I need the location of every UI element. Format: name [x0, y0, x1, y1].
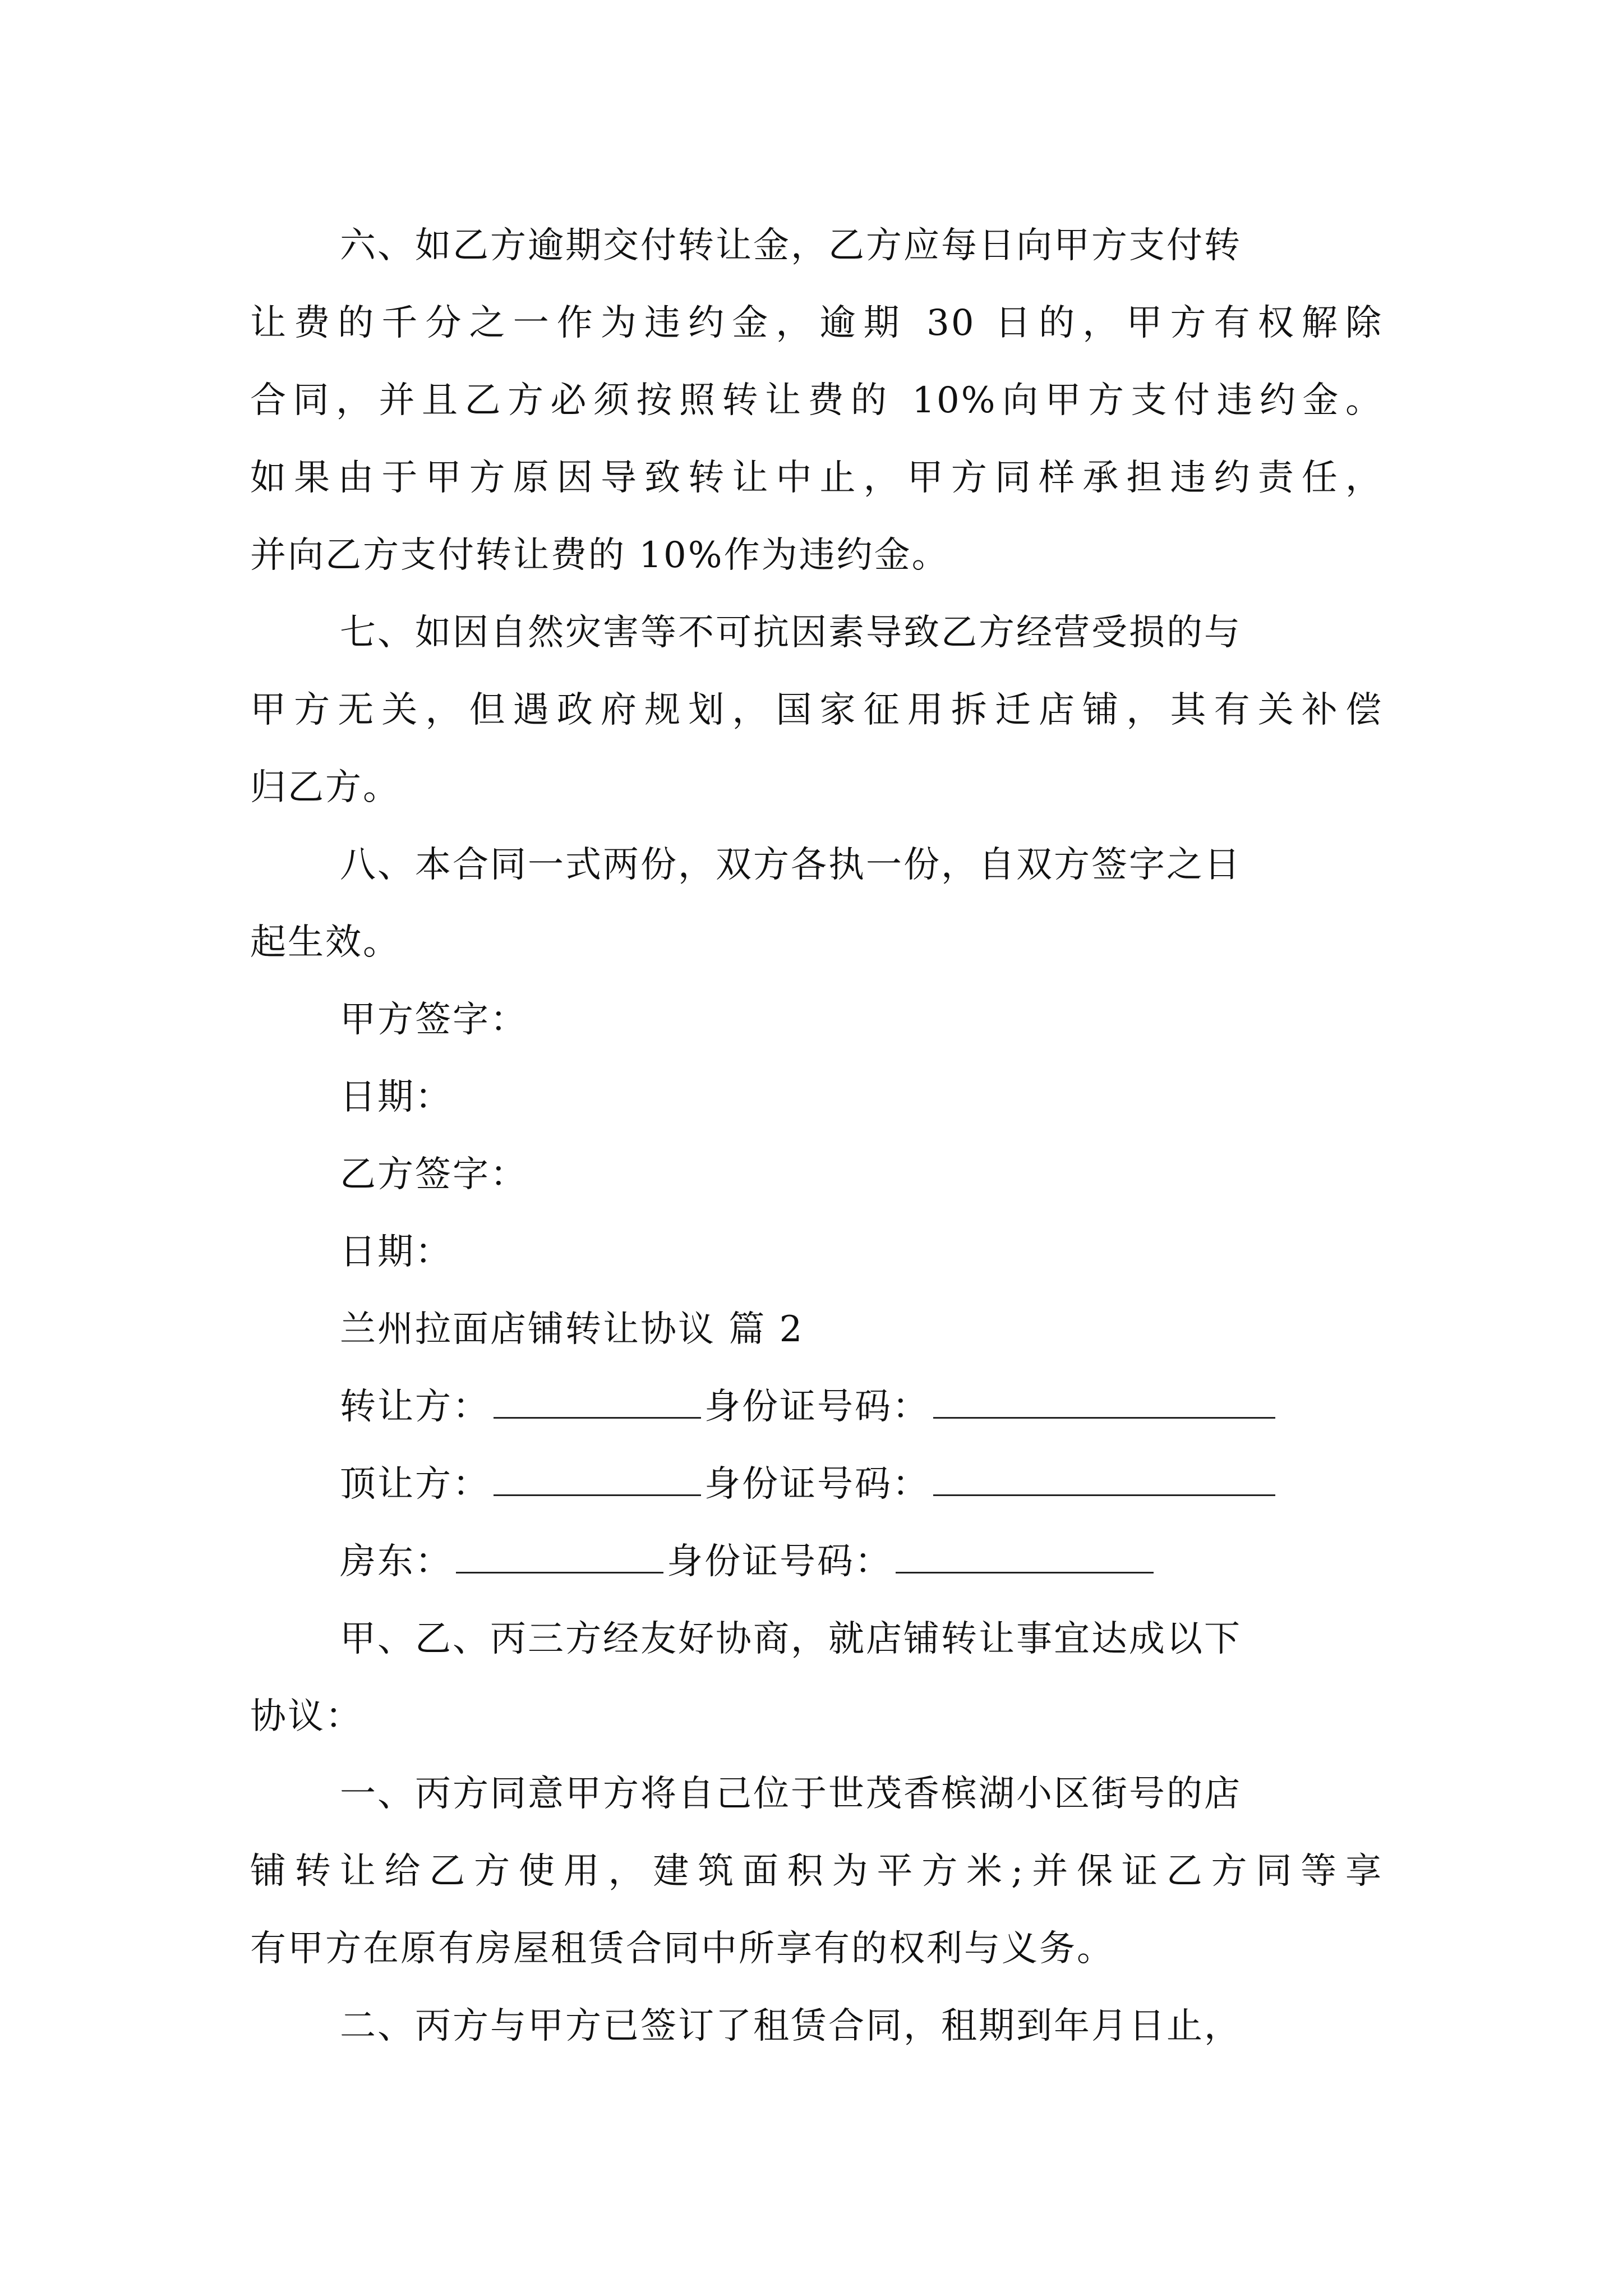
intro-line-2: 协议：	[250, 1696, 363, 1737]
paragraph-6-line-3: 合同，并且乙方必须按照转让费的 10%向甲方支付违约金。	[250, 380, 1383, 421]
transferee-id-blank	[933, 1462, 1275, 1496]
landlord-id-label: 身份证号码：	[667, 1541, 892, 1582]
transferor-label: 转让方：	[340, 1386, 490, 1428]
paragraph-6-line-2: 让费的千分之一作为违约金，逾期 30 日的，甲方有权解除	[250, 302, 1383, 344]
transferor-row	[340, 1379, 1279, 1435]
transferee-blank	[494, 1462, 701, 1496]
clause-1-line-1: 一、丙方同意甲方将自己位于世茂香槟湖小区街号的店	[340, 1773, 1242, 1815]
transferor-id-blank	[933, 1384, 1275, 1419]
landlord-blank	[456, 1539, 663, 1573]
transferor-id-label: 身份证号码：	[704, 1386, 930, 1428]
date-label-1: 日期：	[340, 1076, 453, 1118]
clause-1-line-2: 铺转让给乙方使用，建筑面积为平方米;并保证乙方同等享	[250, 1851, 1383, 1892]
party-a-signature-label: 甲方签字：	[340, 999, 528, 1041]
intro-line-1: 甲、乙、丙三方经友好协商，就店铺转让事宜达成以下	[340, 1618, 1242, 1660]
party-b-signature-label: 乙方签字：	[340, 1154, 528, 1195]
paragraph-6-line-1: 六、如乙方逾期交付转让金，乙方应每日向甲方支付转	[340, 225, 1242, 266]
transferee-id-label: 身份证号码：	[704, 1464, 930, 1505]
paragraph-6-line-4: 如果由于甲方原因导致转让中止，甲方同样承担违约责任，	[250, 457, 1383, 499]
paragraph-6-line-5: 并向乙方支付转让费的 10%作为违约金。	[250, 535, 949, 576]
clause-2-line-1: 二、丙方与甲方已签订了租赁合同，租期到年月日止，	[340, 2005, 1242, 2047]
clause-1-line-3: 有甲方在原有房屋租赁合同中所享有的权利与义务。	[250, 1928, 1114, 1970]
paragraph-8-line-2: 起生效。	[250, 922, 400, 963]
transferee-label: 顶让方：	[340, 1464, 490, 1505]
paragraph-7-line-2: 甲方无关，但遇政府规划，国家征用拆迁店铺，其有关补偿	[250, 689, 1383, 731]
transferor-blank	[494, 1384, 701, 1419]
paragraph-7-line-3: 归乙方。	[250, 767, 400, 808]
landlord-id-blank	[896, 1539, 1154, 1573]
landlord-row	[340, 1534, 1157, 1590]
paragraph-8-line-1: 八、本合同一式两份，双方各执一份，自双方签字之日	[340, 844, 1242, 886]
section-title: 兰州拉面店铺转让协议 篇 2	[340, 1309, 804, 1350]
paragraph-7-line-1: 七、如因自然灾害等不可抗因素导致乙方经营受损的与	[340, 612, 1242, 654]
date-label-2: 日期：	[340, 1231, 453, 1273]
landlord-label: 房东：	[340, 1541, 453, 1582]
transferee-row	[340, 1456, 1279, 1512]
